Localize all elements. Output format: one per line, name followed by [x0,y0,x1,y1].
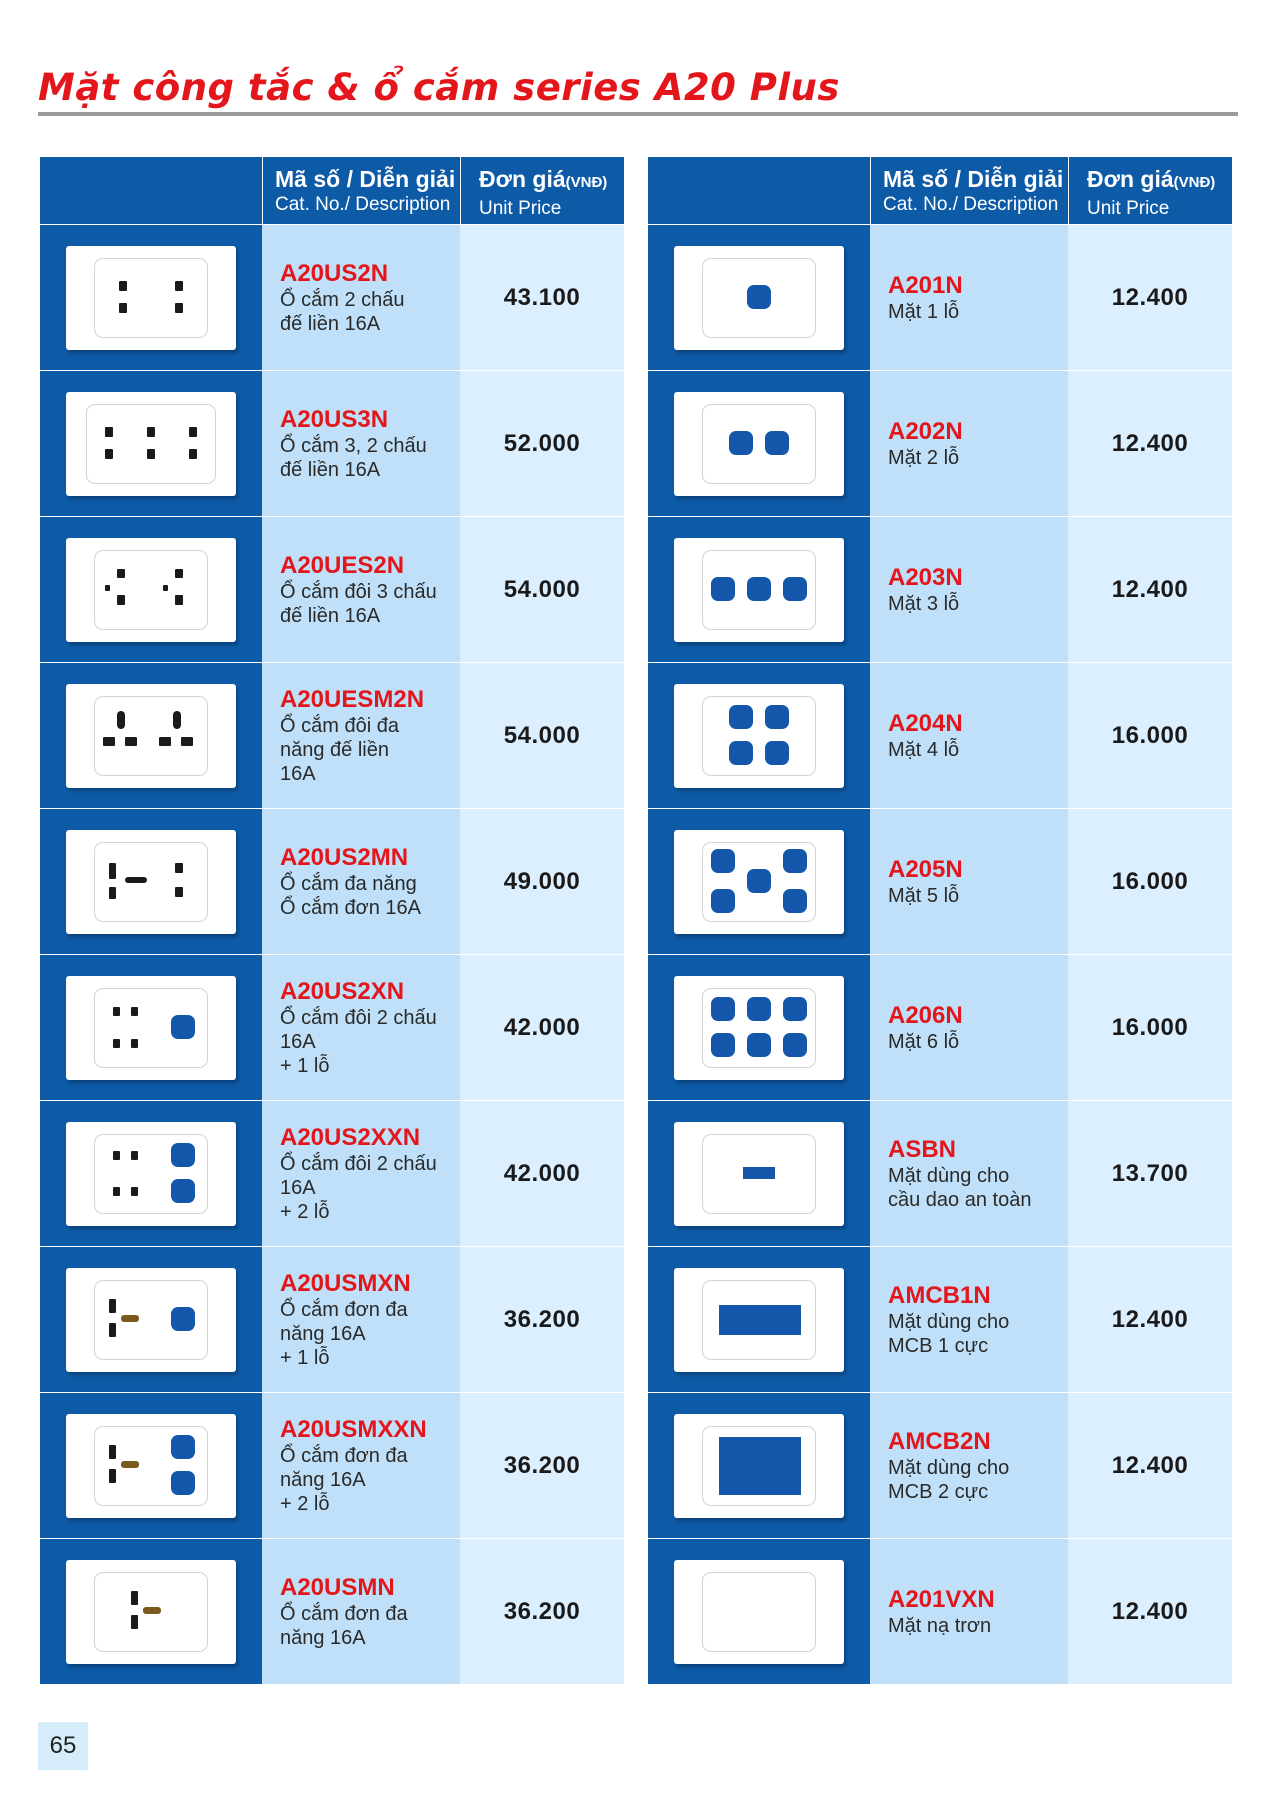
description-cell [870,1247,1068,1392]
table-row [648,662,1232,808]
description-cell [870,371,1068,516]
product-description: Ổ cắm đa năng Ổ cắm đơn 16A [280,872,421,919]
product-image-cell [40,1393,262,1538]
description-cell [262,1393,460,1538]
description-cell [870,225,1068,370]
product-image-cell [40,955,262,1100]
product-description: Mặt 2 lỗ [888,446,960,469]
socket-plate-image [66,1268,236,1372]
price-cell: 13.700 [1068,1101,1232,1246]
description-cell [262,1101,460,1246]
price-table-right [648,157,1232,1684]
table-header [648,157,1232,224]
header-price-sub: Unit Price [1087,198,1170,219]
plate-insert [702,1426,816,1506]
price-table-left [40,157,624,1684]
socket-plate-image [66,1122,236,1226]
product-image-cell [648,371,870,516]
price-cell: 42.000 [460,1101,624,1246]
product-image-cell [648,955,870,1100]
socket-insert [94,258,208,338]
plate-insert [702,1572,816,1652]
product-image-cell [648,1101,870,1246]
socket-plate-image [66,976,236,1080]
switch-plate-image [674,1268,844,1372]
header-image-col [40,157,263,224]
description-cell [870,809,1068,954]
header-price-col [461,157,624,224]
price-cell: 12.400 [1068,1247,1232,1392]
product-description: Mặt dùng cho cầu dao an toàn [888,1164,1032,1211]
price-cell: 54.000 [460,663,624,808]
description-cell [870,1539,1068,1684]
product-code: A202N [888,417,963,445]
product-code: A206N [888,1001,963,1029]
socket-plate-image [66,246,236,350]
description-cell [262,517,460,662]
price-cell: 49.000 [460,809,624,954]
product-code: A20US2XN [280,977,405,1005]
socket-insert [94,696,208,776]
plate-insert [702,1134,816,1214]
product-code: A201N [888,271,963,299]
switch-plate-image [674,246,844,350]
header-cat-main: Mã số / Diễn giải [883,166,1064,192]
product-description: Mặt 4 lỗ [888,738,960,761]
table-row [40,1392,624,1538]
table-row [40,808,624,954]
table-row [648,808,1232,954]
price-cell: 12.400 [1068,1539,1232,1684]
product-code: A201VXN [888,1585,995,1613]
socket-plate-image [66,1414,236,1518]
product-image-cell [40,1247,262,1392]
product-description: Mặt dùng cho MCB 1 cực [888,1310,1010,1357]
price-cell: 36.200 [460,1247,624,1392]
description-cell [870,517,1068,662]
price-cell: 52.000 [460,371,624,516]
price-cell: 42.000 [460,955,624,1100]
price-cell: 12.400 [1068,1393,1232,1538]
description-cell [870,1101,1068,1246]
table-row [648,224,1232,370]
switch-plate-image [674,392,844,496]
header-image-col [648,157,871,224]
table-row [40,1538,624,1684]
product-description: Ổ cắm đơn đa năng 16A [280,1602,408,1649]
product-image-cell [40,517,262,662]
socket-plate-image [66,684,236,788]
price-cell: 12.400 [1068,371,1232,516]
plate-insert [702,696,816,776]
product-code: A20UES2N [280,551,405,579]
product-description: Ổ cắm 2 chấu đế liền 16A [280,288,405,335]
header-cat-main: Mã số / Diễn giải [275,166,456,192]
product-code: ASBN [888,1135,957,1163]
header-price-unit: (VNĐ) [1173,174,1216,191]
product-image-cell [40,371,262,516]
header-cat-sub: Cat. No./ Description [275,194,451,215]
product-image-cell [40,225,262,370]
table-row [648,954,1232,1100]
table-row [648,370,1232,516]
switch-plate-image [674,684,844,788]
price-cell: 36.200 [460,1393,624,1538]
product-description: Ổ cắm đơn đa năng 16A + 2 lỗ [280,1444,408,1515]
socket-insert [94,988,208,1068]
product-description: Ổ cắm đôi 2 chấu 16A + 1 lỗ [280,1006,437,1077]
header-cat-col [871,157,1069,224]
socket-plate-image [66,830,236,934]
table-row [40,370,624,516]
description-cell [870,1393,1068,1538]
product-code: A20USMN [280,1573,395,1601]
switch-plate-image [674,976,844,1080]
socket-insert [94,1134,208,1214]
page-title: Mặt công tắc & ổ cắm series A20 Plus [38,66,840,109]
description-cell [262,1247,460,1392]
product-description: Ổ cắm đôi 2 chấu 16A + 2 lỗ [280,1152,437,1223]
switch-plate-image [674,1560,844,1664]
description-cell [262,1539,460,1684]
socket-plate-image [66,392,236,496]
product-code: A20USMXXN [280,1415,427,1443]
socket-plate-image [66,1560,236,1664]
socket-insert [94,1572,208,1652]
title-divider [38,112,1238,116]
switch-plate-image [674,538,844,642]
product-image-cell [648,1247,870,1392]
price-cell: 54.000 [460,517,624,662]
table-row [40,1100,624,1246]
description-cell [870,955,1068,1100]
table-header [40,157,624,224]
product-description: Mặt 3 lỗ [888,592,960,615]
product-image-cell [40,663,262,808]
product-image-cell [40,1101,262,1246]
product-description: Mặt dùng cho MCB 2 cực [888,1456,1010,1503]
socket-insert [94,1280,208,1360]
description-cell [262,663,460,808]
description-cell [262,955,460,1100]
product-description: Mặt 6 lỗ [888,1030,960,1053]
product-code: A203N [888,563,963,591]
switch-plate-image [674,1122,844,1226]
table-row [40,516,624,662]
product-code: A20USMXN [280,1269,411,1297]
header-cat-sub: Cat. No./ Description [883,194,1059,215]
socket-plate-image [66,538,236,642]
socket-insert [86,404,216,484]
product-code: A20US3N [280,405,389,433]
plate-insert [702,404,816,484]
header-price-sub: Unit Price [479,198,562,219]
plate-insert [702,258,816,338]
table-row [40,224,624,370]
socket-insert [94,842,208,922]
product-description: Ổ cắm đôi 3 chấu đế liền 16A [280,580,437,627]
table-row [648,516,1232,662]
plate-insert [702,550,816,630]
table-row [648,1246,1232,1392]
price-cell: 43.100 [460,225,624,370]
product-code: A20US2N [280,259,389,287]
description-cell [262,809,460,954]
table-row [648,1100,1232,1246]
product-code: A20US2MN [280,843,409,871]
header-cat-col [263,157,461,224]
price-cell: 16.000 [1068,809,1232,954]
header-price-col [1069,157,1232,224]
product-image-cell [40,809,262,954]
product-description: Mặt 1 lỗ [888,300,960,323]
product-image-cell [648,1539,870,1684]
product-image-cell [648,1393,870,1538]
description-cell [262,371,460,516]
switch-plate-image [674,1414,844,1518]
header-price-main: Đơn giá [1087,166,1174,192]
product-code: A20US2XXN [280,1123,421,1151]
product-description: Mặt nạ trơn [888,1614,992,1637]
plate-insert [702,842,816,922]
plate-insert [702,988,816,1068]
product-image-cell [648,663,870,808]
header-price-main: Đơn giá [479,166,566,192]
switch-plate-image [674,830,844,934]
product-code: A204N [888,709,963,737]
page-number: 65 [38,1722,88,1770]
description-cell [870,663,1068,808]
header-price-unit: (VNĐ) [565,174,608,191]
price-cell: 12.400 [1068,225,1232,370]
table-row [40,1246,624,1392]
product-code: AMCB2N [888,1427,991,1455]
description-cell [262,225,460,370]
product-image-cell [648,225,870,370]
plate-insert [702,1280,816,1360]
product-image-cell [648,517,870,662]
socket-insert [94,550,208,630]
table-row [40,954,624,1100]
product-description: Ổ cắm đơn đa năng 16A + 1 lỗ [280,1298,408,1369]
table-row [648,1392,1232,1538]
product-code: A205N [888,855,963,883]
table-row [648,1538,1232,1684]
product-image-cell [648,809,870,954]
price-cell: 12.400 [1068,517,1232,662]
price-cell: 16.000 [1068,663,1232,808]
price-cell: 36.200 [460,1539,624,1684]
product-image-cell [40,1539,262,1684]
price-cell: 16.000 [1068,955,1232,1100]
product-code: A20UESM2N [280,685,425,713]
product-code: AMCB1N [888,1281,991,1309]
socket-insert [94,1426,208,1506]
product-description: Ổ cắm 3, 2 chấu đế liền 16A [280,434,427,481]
product-description: Mặt 5 lỗ [888,884,960,907]
table-row [40,662,624,808]
product-description: Ổ cắm đôi đa năng đế liền 16A [280,714,399,785]
